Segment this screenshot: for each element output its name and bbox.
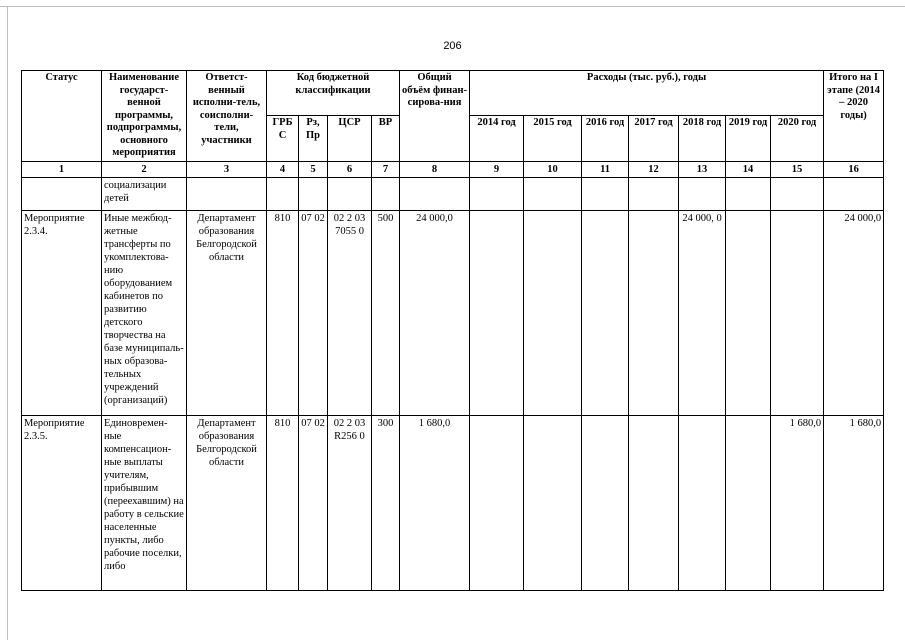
header-budget-code: Код бюджетной классификации: [267, 71, 400, 116]
column-number: 3: [187, 161, 267, 177]
budget-table: [21, 70, 884, 591]
table-cell: [22, 177, 102, 210]
column-number: 13: [679, 161, 726, 177]
row-y2016: [582, 210, 629, 415]
column-number-row: [22, 161, 884, 177]
header-name: Наименование государст-венной программы, подпрограммы, основного мероприятия: [102, 71, 187, 162]
header-row-1: [22, 71, 884, 116]
header-year-2014: 2014 год: [470, 116, 524, 161]
row-responsible: Департамент образования Белгородской области: [187, 210, 267, 415]
continuation-row: [22, 177, 884, 210]
column-number: 11: [582, 161, 629, 177]
column-number: 15: [771, 161, 824, 177]
column-number: 5: [299, 161, 328, 177]
row-y2017: [629, 415, 679, 590]
row-name: Единовремен-ные компенсацион-ные выплаты учителям, прибывшим (переехавшим) на работу в сельские населенные пункты, либо рабочие поселки, либо: [102, 415, 187, 590]
table-cell: [267, 177, 299, 210]
table-cell: [328, 177, 372, 210]
row-y2019: [726, 415, 771, 590]
table-cell: [629, 177, 679, 210]
header-year-2017: 2017 год: [629, 116, 679, 161]
header-csr: ЦСР: [328, 116, 372, 161]
column-number: 6: [328, 161, 372, 177]
table-row: [22, 415, 884, 590]
header-year-2015: 2015 год: [524, 116, 582, 161]
column-number: 8: [400, 161, 470, 177]
row-y2019: [726, 210, 771, 415]
row-vr: 300: [372, 415, 400, 590]
page-edge-top: [0, 6, 905, 7]
row-csr: 02 2 03 R256 0: [328, 415, 372, 590]
row-status: Мероприятие 2.3.4.: [22, 210, 102, 415]
table-cell: [582, 177, 629, 210]
table-row: [22, 210, 884, 415]
row-grbs: 810: [267, 415, 299, 590]
header-year-2020: 2020 год: [771, 116, 824, 161]
header-vr: ВР: [372, 116, 400, 161]
column-number: 4: [267, 161, 299, 177]
row-y2016: [582, 415, 629, 590]
row-rz-pr: 07 02: [299, 415, 328, 590]
column-number: 14: [726, 161, 771, 177]
header-stage-total: Итого на I этапе (2014 – 2020 годы): [824, 71, 884, 162]
header-year-2019: 2019 год: [726, 116, 771, 161]
row-stage-total: 1 680,0: [824, 415, 884, 590]
column-number: 10: [524, 161, 582, 177]
row-y2015: [524, 415, 582, 590]
row-grbs: 810: [267, 210, 299, 415]
continuation-text: социализации детей: [102, 177, 187, 210]
row-rz-pr: 07 02: [299, 210, 328, 415]
row-responsible: Департамент образования Белгородской области: [187, 415, 267, 590]
column-number: 7: [372, 161, 400, 177]
table-cell: [372, 177, 400, 210]
column-number: 2: [102, 161, 187, 177]
column-number: 16: [824, 161, 884, 177]
table-cell: [771, 177, 824, 210]
row-status: Мероприятие 2.3.5.: [22, 415, 102, 590]
header-year-2018: 2018 год: [679, 116, 726, 161]
table-cell: [679, 177, 726, 210]
table-cell: [726, 177, 771, 210]
header-grbs: ГРБ С: [267, 116, 299, 161]
column-number: 1: [22, 161, 102, 177]
table-cell: [824, 177, 884, 210]
header-total: Общий объём финан-сирова-ния: [400, 71, 470, 162]
row-y2020: 1 680,0: [771, 415, 824, 590]
table-cell: [524, 177, 582, 210]
row-csr: 02 2 03 7055 0: [328, 210, 372, 415]
header-responsible: Ответст-венный исполни-тель, соисполни-тели, участники: [187, 71, 267, 162]
row-total: 1 680,0: [400, 415, 470, 590]
row-vr: 500: [372, 210, 400, 415]
row-y2018: [679, 415, 726, 590]
header-status: Статус: [22, 71, 102, 162]
row-stage-total: 24 000,0: [824, 210, 884, 415]
row-y2015: [524, 210, 582, 415]
row-total: 24 000,0: [400, 210, 470, 415]
table-cell: [470, 177, 524, 210]
row-y2014: [470, 415, 524, 590]
table-cell: [187, 177, 267, 210]
header-rz-pr: Рз, Пр: [299, 116, 328, 161]
row-y2017: [629, 210, 679, 415]
row-y2014: [470, 210, 524, 415]
page-number: 206: [443, 40, 462, 52]
column-number: 9: [470, 161, 524, 177]
header-year-2016: 2016 год: [582, 116, 629, 161]
row-y2018: 24 000, 0: [679, 210, 726, 415]
table-cell: [299, 177, 328, 210]
page-edge-left: [7, 6, 8, 640]
header-expenses: Расходы (тыс. руб.), годы: [470, 71, 824, 116]
row-name: Иные межбюд-жетные трансферты по укомплектова-нию оборудованием кабинетов по развитию детского творчества на базе муниципаль-ных образова-тельных учреждений (организаций): [102, 210, 187, 415]
row-y2020: [771, 210, 824, 415]
table-cell: [400, 177, 470, 210]
column-number: 12: [629, 161, 679, 177]
